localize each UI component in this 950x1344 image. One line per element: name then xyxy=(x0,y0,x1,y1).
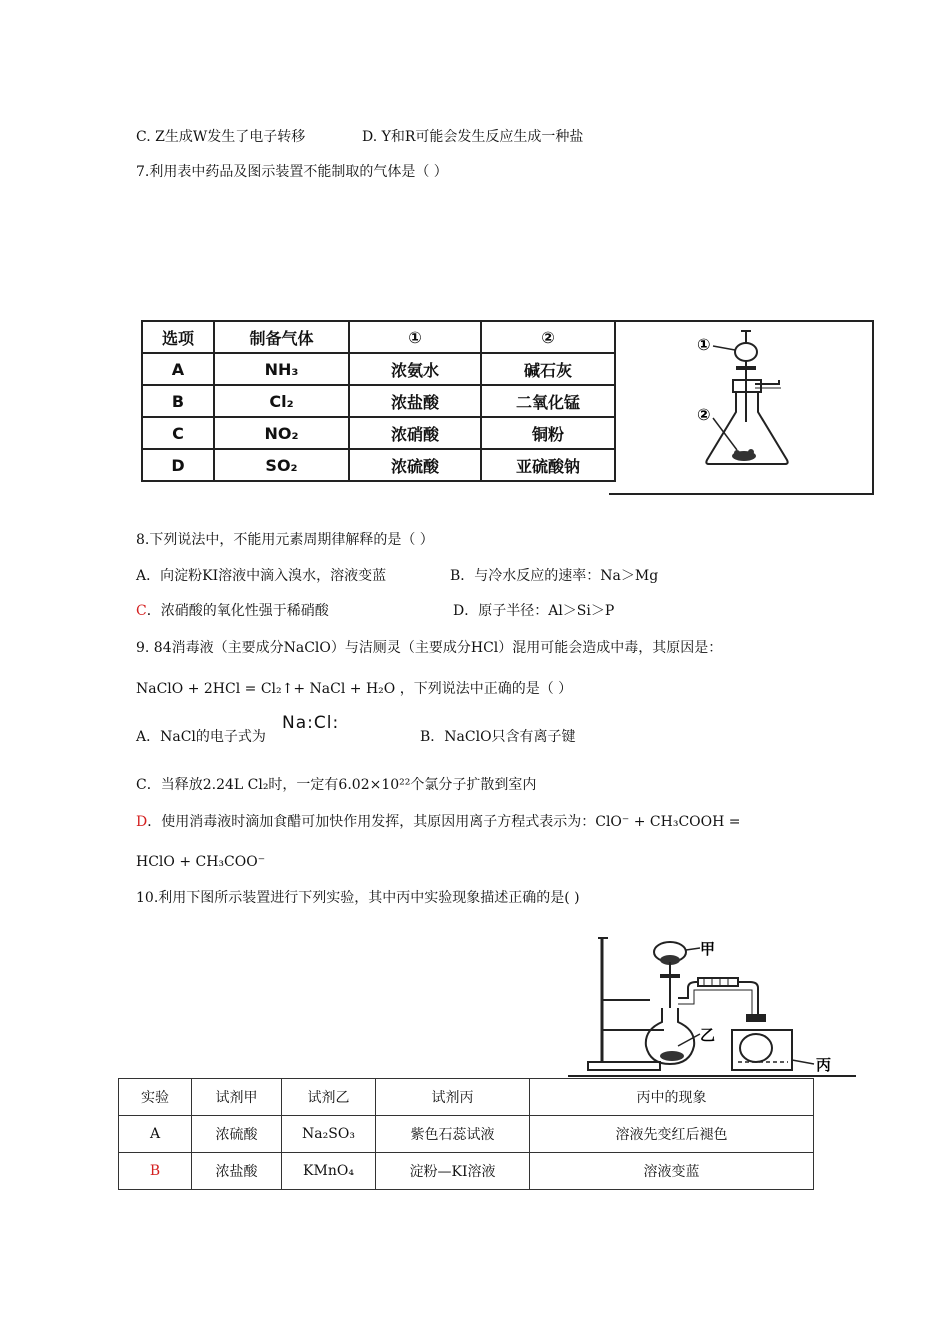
table-cell: A xyxy=(142,353,214,385)
table-row xyxy=(142,449,615,481)
q7-stem: 7.利用表中药品及图示装置不能制取的气体是（ ） xyxy=(136,164,448,180)
q10-apparatus-figure xyxy=(560,930,860,1080)
table-cell: 亚硫酸钠 xyxy=(481,449,615,481)
q8-option-c-text: ．浓硝酸的氧化性强于稀硝酸 xyxy=(146,603,329,619)
header-cell: 选项 xyxy=(142,321,214,353)
electron-formula-image: Na:Cl: xyxy=(282,713,340,733)
fig-label-yi: 乙 xyxy=(700,1026,716,1044)
q6-option-d: D. Y和R可能会发生反应生成一种盐 xyxy=(362,129,584,145)
q8-option-c xyxy=(136,601,329,621)
q9-option-a xyxy=(136,713,340,747)
table-header-row xyxy=(142,321,615,353)
table-cell: 溶液先变红后褪色 xyxy=(530,1116,814,1153)
q9-option-d-text: ．使用消毒液时滴加食醋可加快作用发挥，其原因用离子方程式表示为：ClO⁻ + CH₃COOH = xyxy=(147,814,741,830)
table-cell: 浓硝酸 xyxy=(349,417,481,449)
table-cell: 浓盐酸 xyxy=(192,1153,282,1190)
header-cell: 试剂丙 xyxy=(376,1079,530,1116)
header-cell: ② xyxy=(481,321,615,353)
q10-stem: 10.利用下图所示装置进行下列实验，其中丙中实验现象描述正确的是( ) xyxy=(136,890,580,906)
table-cell: B xyxy=(142,385,214,417)
header-cell: 试剂甲 xyxy=(192,1079,282,1116)
table-cell: B xyxy=(119,1153,192,1190)
table-header-row xyxy=(119,1079,814,1116)
fig-label-2: ② xyxy=(697,405,711,424)
flask-apparatus-drawing xyxy=(609,322,872,493)
q7-apparatus-figure xyxy=(609,320,874,495)
table-cell: 溶液变蓝 xyxy=(530,1153,814,1190)
table-row xyxy=(142,385,615,417)
table-cell: C xyxy=(142,417,214,449)
table-cell: 碱石灰 xyxy=(481,353,615,385)
q8-stem: 8.下列说法中，不能用元素周期律解释的是（ ） xyxy=(136,532,434,548)
q9-option-a-text: A．NaCl的电子式为 xyxy=(136,729,266,745)
table-cell: A xyxy=(119,1116,192,1153)
q9-equation: NaClO + 2HCl = Cl₂↑+ NaCl + H₂O ，下列说法中正确的是（ ） xyxy=(136,681,573,697)
table-cell: 紫色石蕊试液 xyxy=(376,1116,530,1153)
fig-label-1: ① xyxy=(697,335,711,354)
table-cell: 二氧化锰 xyxy=(481,385,615,417)
header-cell: ① xyxy=(349,321,481,353)
header-cell: 试剂乙 xyxy=(282,1079,376,1116)
q10-table xyxy=(118,1078,814,1190)
q9-option-d xyxy=(136,812,741,832)
table-cell: Cl₂ xyxy=(214,385,349,417)
table-row xyxy=(142,417,615,449)
table-cell: 浓硫酸 xyxy=(192,1116,282,1153)
q9-stem: 9. 84消毒液（主要成分NaClO）与洁厕灵（主要成分HCl）混用可能会造成中毒，其原因是： xyxy=(136,640,723,656)
q6-option-c: C. Z生成W发生了电子转移 xyxy=(136,129,306,145)
q9-option-b: B．NaClO只含有离子键 xyxy=(420,729,576,745)
q7-table xyxy=(141,320,616,482)
table-cell: SO₂ xyxy=(214,449,349,481)
q9-option-d-cont: HClO + CH₃COO⁻ xyxy=(136,854,266,870)
q8-option-a: A．向淀粉KI溶液中滴入溴水，溶液变蓝 xyxy=(136,568,387,584)
table-cell: D xyxy=(142,449,214,481)
table-cell: 浓氨水 xyxy=(349,353,481,385)
table-cell: NO₂ xyxy=(214,417,349,449)
fig-label-jia: 甲 xyxy=(700,940,716,958)
table-cell: 淀粉—KI溶液 xyxy=(376,1153,530,1190)
table-cell: 铜粉 xyxy=(481,417,615,449)
table-row xyxy=(142,353,615,385)
table-cell: KMnO₄ xyxy=(282,1153,376,1190)
table-row xyxy=(119,1116,814,1153)
table-cell: 浓盐酸 xyxy=(349,385,481,417)
answer-mark-c: C xyxy=(136,603,147,619)
table-cell: NH₃ xyxy=(214,353,349,385)
header-cell: 实验 xyxy=(119,1079,192,1116)
q8-option-b: B．与冷水反应的速率：Na＞Mg xyxy=(450,568,659,584)
fig-label-bing: 丙 xyxy=(816,1056,832,1074)
table-cell: 浓硫酸 xyxy=(349,449,481,481)
distillation-apparatus-drawing xyxy=(560,930,860,1080)
table-cell: Na₂SO₃ xyxy=(282,1116,376,1153)
answer-mark-d: D xyxy=(136,814,148,830)
q8-option-d: D．原子半径：Al＞Si＞P xyxy=(453,603,615,619)
header-cell: 丙中的现象 xyxy=(530,1079,814,1116)
q9-option-c: C．当释放2.24L Cl₂时，一定有6.02×10²²个氯分子扩散到室内 xyxy=(136,777,537,793)
table-row xyxy=(119,1153,814,1190)
header-cell: 制备气体 xyxy=(214,321,349,353)
